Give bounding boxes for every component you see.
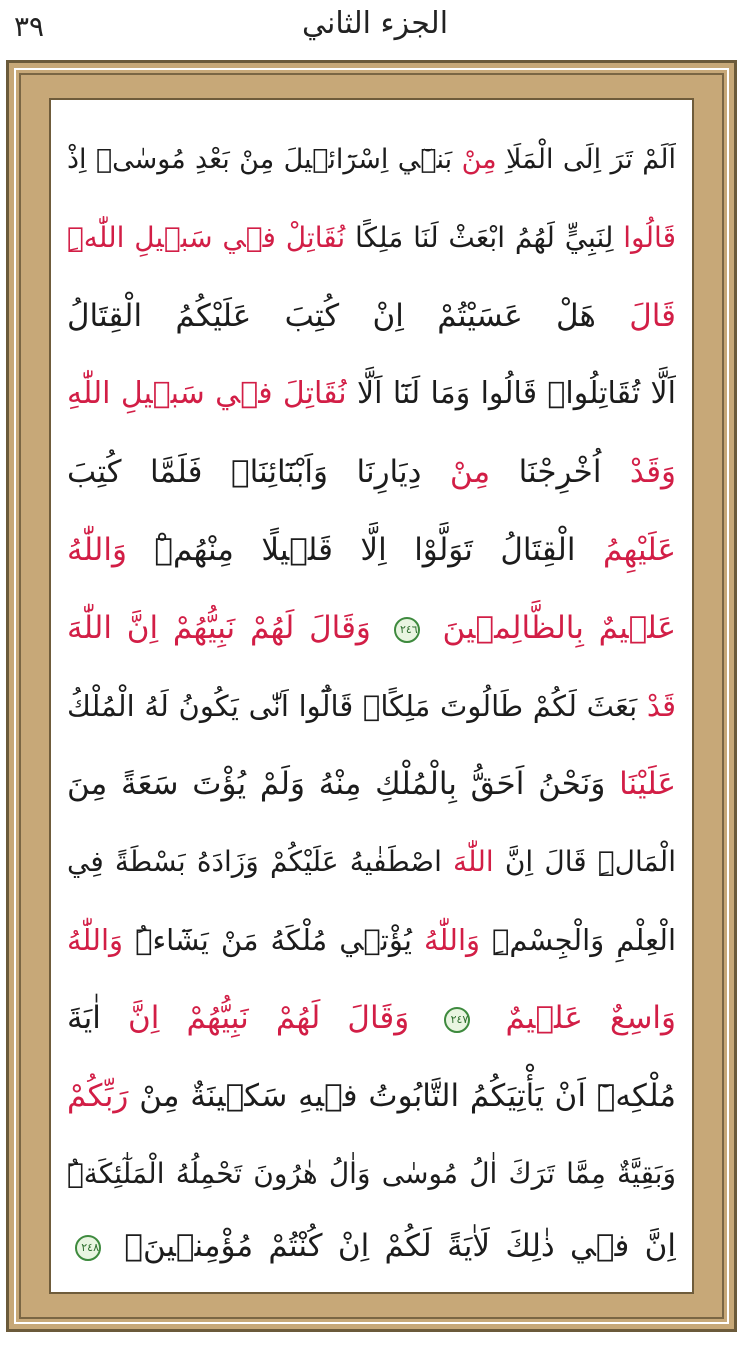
text-line-4	[67, 354, 676, 434]
text-line-5	[67, 432, 676, 512]
page-number: ٣٩	[14, 10, 45, 43]
text-line-13	[67, 1056, 676, 1136]
text-segment: الْعِلْمِ وَالْجِسْمِۜ	[492, 923, 676, 957]
text-segment: الْمَالِۜ قَالَ اِنَّ	[504, 845, 676, 878]
text-line-14	[67, 1134, 676, 1214]
text-segment: اٰيَةَ	[67, 1000, 101, 1036]
juz-title: الجزء الثاني	[301, 6, 449, 41]
text-segment: بَعَثَ لَكُمْ طَالُوتَ مَلِكًاۜ قَالُٓوا اَنّٰى يَكُونُ لَهُ الْمُلْكُ	[67, 689, 638, 723]
text-segment-red: قَدْ	[646, 689, 676, 723]
text-segment-red: اللّٰهَ	[453, 845, 494, 878]
text-segment: اُخْرِجْنَا	[518, 454, 602, 490]
text-line-3	[67, 276, 676, 356]
text-segment: لِنَبِيٍّ لَهُمُ ابْعَثْ لَنَا مَلِكًا	[355, 221, 614, 254]
quran-text-panel	[49, 98, 694, 1294]
text-segment-red: وَقَالَ لَهُمْ نَبِيُّهُمْ اِنَّ	[128, 1000, 410, 1036]
text-line-2	[67, 198, 676, 278]
text-line-6	[67, 510, 676, 590]
text-segment-red: رَبِّكُمْ	[67, 1078, 129, 1114]
text-segment: دِيَارِنَا وَاَبْنَٓائِنَاۜ فَلَمَّا كُتِبَ	[67, 454, 422, 490]
text-line-11	[67, 900, 676, 980]
ayah-number-marker: ٢٤٨	[75, 1235, 101, 1261]
ayah-number-marker: ٢٤٧	[444, 1007, 470, 1033]
page-header	[0, 0, 750, 56]
text-segment: اَلَّا تُقَاتِلُواۜ قَالُوا وَمَا لَنَٓا اَلَّا	[357, 376, 676, 411]
text-segment: وَبَقِيَّةٌ مِمَّا تَرَكَ اٰلُ مُوسٰى وَاٰلُ هٰرُونَ تَحْمِلُهُ الْمَلٰٓئِكَةُۜ	[67, 1157, 676, 1190]
text-segment: هَلْ عَسَيْتُمْ اِنْ كُتِبَ عَلَيْكُمُ الْقِتَالُ	[67, 298, 596, 334]
text-segment-red: عَلَيْنَا	[619, 766, 676, 802]
text-segment-red: وَاللّٰهُ	[67, 923, 124, 957]
text-line-7	[67, 588, 676, 668]
text-segment: اَلَمْ تَرَ اِلَى	[562, 144, 676, 175]
text-segment-red: وَقَدْ	[629, 454, 676, 490]
text-segment-red: مِنْ	[449, 454, 491, 490]
ayah-number-marker: ٢٤٦	[394, 617, 420, 643]
text-segment: مُلْكِه۪ٓ اَنْ يَأْتِيَكُمُ التَّابُوتُ ف۪يهِ سَك۪ينَةٌ مِنْ	[139, 1078, 676, 1114]
text-line-9	[67, 744, 676, 824]
text-line-8	[67, 666, 676, 746]
text-segment-red: وَقَالَ لَهُمْ نَبِيُّهُمْ اِنَّ اللّٰهَ	[67, 610, 371, 646]
text-segment-red: عَلَيْهِمُ	[602, 532, 676, 568]
decorative-frame	[6, 60, 737, 1332]
text-segment-red: وَاسِعٌ عَل۪يمٌ	[505, 1000, 676, 1036]
text-segment-red: مِنْ	[461, 144, 497, 175]
text-segment-red: قَالُوا	[623, 221, 676, 254]
text-segment-red: نُقَاتِلْ ف۪ي سَب۪يلِ اللّٰهِۜ	[67, 221, 346, 254]
text-segment-red: قَالَ	[629, 298, 676, 334]
text-line-10	[67, 822, 676, 902]
text-segment-red: وَاللّٰهُ	[423, 923, 480, 957]
text-segment: بَن۪ٓي اِسْرَٓائ۪يلَ مِنْ بَعْدِ مُوسٰىۘ اِذْ	[67, 144, 453, 175]
text-line-1	[67, 120, 676, 200]
text-segment-red: وَاللّٰهُ	[67, 532, 127, 568]
text-segment: الْمَلَاِ	[506, 144, 554, 175]
text-segment: الْقِتَالُ تَوَلَّوْا اِلَّا قَل۪يلًا مِنْهُمْۜ	[154, 532, 576, 568]
text-segment: وَنَحْنُ اَحَقُّ بِالْمُلْكِ مِنْهُ وَلَمْ يُؤْتَ سَعَةً مِنَ	[67, 766, 606, 802]
text-line-12	[67, 978, 676, 1058]
text-segment-red: عَل۪يمٌ بِالظَّالِم۪ينَ	[442, 610, 676, 646]
text-segment: يُؤْت۪ي مُلْكَهُ مَنْ يَشَٓاءُۜ	[135, 923, 412, 957]
text-segment: اصْطَفٰيهُ عَلَيْكُمْ وَزَادَهُ بَسْطَةً فِي	[67, 845, 442, 878]
text-segment-red: نُقَاتِلَ ف۪ي سَب۪يلِ اللّٰهِ	[67, 376, 347, 411]
text-segment: اِنَّ ف۪ي ذٰلِكَ لَاٰيَةً لَكُمْ اِنْ كُنْتُمْ مُؤْمِن۪ينَ۟	[124, 1228, 676, 1264]
text-line-15	[67, 1206, 676, 1286]
